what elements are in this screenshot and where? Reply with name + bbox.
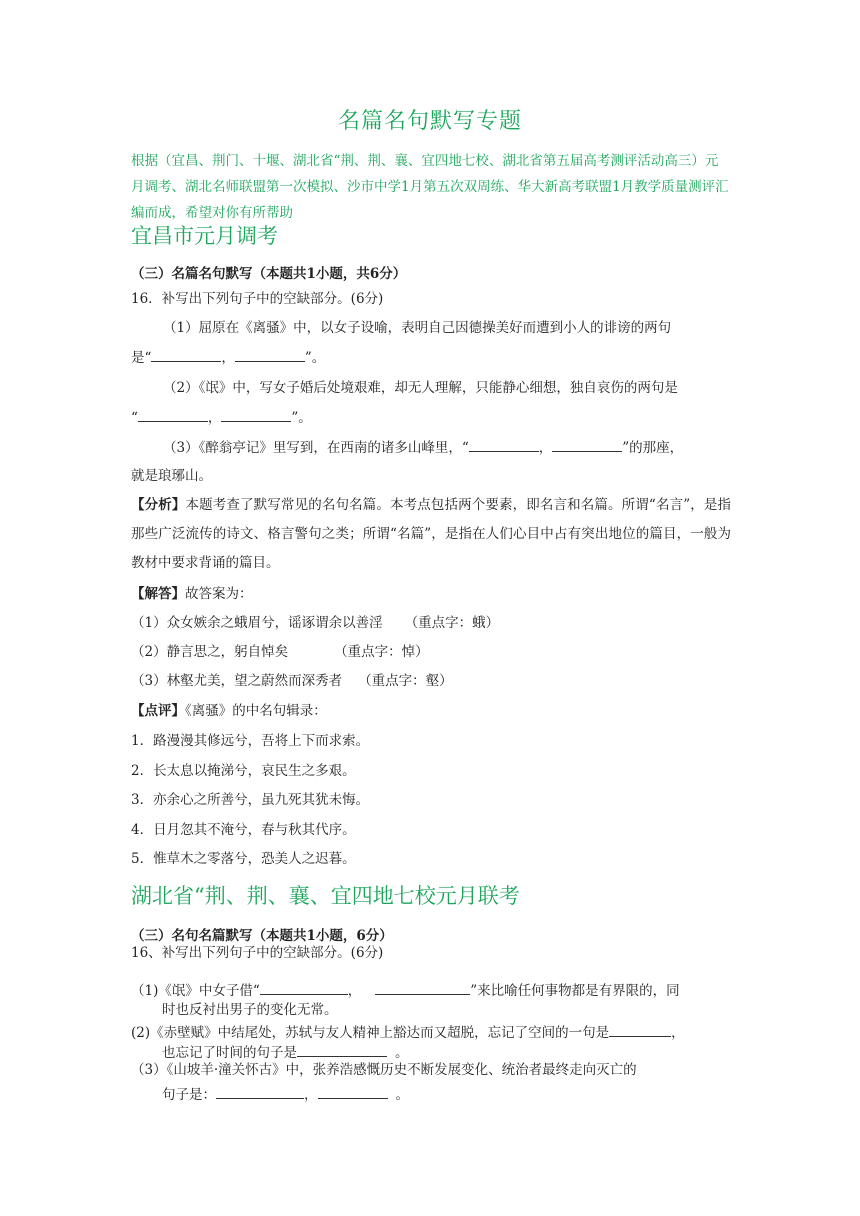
analysis-tag: 【分析】	[131, 497, 186, 513]
section-heading-yichang: 宜昌市元月调考	[131, 224, 278, 248]
question-item-3-cont: 句子是： ， 。	[162, 1084, 409, 1105]
section-subheading: （三）名句名篇默写（本题共1小题，6分）	[131, 928, 393, 944]
answer-blank	[260, 980, 348, 995]
question-item-2-blanks: “ ， ”。	[131, 407, 731, 428]
answer-blank	[235, 347, 305, 362]
question-item-3: （3）《醉翁亭记》里写到，在西南的诸多山峰里，“ ， ”的那座，	[163, 437, 763, 458]
question-text: 16、补写出下列句子中的空缺部分。(6分)	[131, 945, 384, 961]
quote-item: 4．日月忽其不淹兮，春与秋其代序。	[131, 822, 356, 838]
question-text: 16．补写出下列句子中的空缺部分。(6分)	[131, 291, 384, 307]
section-subheading: （三）名篇名句默写（本题共1小题，共6分）	[131, 266, 407, 282]
quote-item: 3．亦余心之所善兮，虽九死其犹未悔。	[131, 792, 370, 808]
question-item-1-blanks: 是“ ， ”。	[131, 347, 731, 368]
section-heading-four-cities: 湖北省“荆、荆、襄、宜四地七校元月联考	[131, 884, 520, 908]
answer-blank	[216, 1084, 304, 1099]
question-item-1: （1)《氓》中女子借“ ， ”来比喻任何事物都是有界限的，同	[131, 980, 731, 1001]
quote-item: 5．惟草木之零落兮，恐美人之迟暮。	[131, 851, 356, 867]
intro-text: 根据（宜昌、荆门、十堰、湖北省“荆、荆、襄、宜四地七校、湖北省第五届高考测评活动高三）元月调考、湖北名师联盟第一次模拟、沙市中学1月第五次双周练、华大新高考联盟1月教学质量测评汇编而成，希望对你有所帮助	[131, 153, 729, 221]
question-item-3: （3）《山坡羊·潼关怀古》中，张养浩感慨历史不断发展变化、统治者最终走向灭亡的	[131, 1062, 637, 1078]
answer-blank	[318, 1084, 388, 1099]
question-item-1-cont: 时也反衬出男子的变化无常。	[162, 1002, 338, 1018]
answer-blank	[609, 1022, 671, 1037]
quote-item: 1．路漫漫其修远兮，吾将上下而求索。	[131, 733, 370, 749]
answer-heading: 【解答】故答案为：	[131, 586, 253, 602]
answer-blank	[138, 407, 208, 422]
page-title: 名篇名句默写专题	[337, 109, 522, 134]
answer-item: （2）静言思之，躬自悼矣 （重点字：悼）	[131, 644, 429, 660]
answer-blank	[221, 407, 291, 422]
answer-blank	[151, 347, 221, 362]
answer-item: （1）众女嫉余之蛾眉兮，谣诼谓余以善淫 （重点字：蛾）	[131, 615, 500, 631]
answer-blank	[469, 437, 539, 452]
question-item-1: （1）屈原在《离骚》中，以女子设喻，表明自己因德操美好而遭到小人的诽谤的两句	[163, 320, 672, 336]
question-item-3-cont: 就是琅琊山。	[131, 468, 212, 484]
question-item-2-cont: 也忘记了时间的句子是 。	[162, 1042, 409, 1063]
analysis-paragraph: 【分析】本题考查了默写常见的名句名篇。本考点包括两个要素，即名言和名篇。所谓“名言”，是指那些广泛流传的诗文、格言警句之类；所谓“名篇”，是指在人们心目中占有突出地位的篇目，一般为教材中要求背诵的篇目。	[131, 497, 732, 571]
quote-item: 2．长太息以掩涕兮，哀民生之多艰。	[131, 763, 356, 779]
answer-item: （3）林壑尤美，望之蔚然而深秀者 （重点字：壑）	[131, 673, 453, 689]
answer-blank	[552, 437, 622, 452]
comment-heading: 【点评】《离骚》的中名句辑录：	[131, 703, 327, 719]
question-item-2: (2)《赤壁赋》中结尾处，苏轼与友人精神上豁达而又超脱，忘记了空间的一句是 ，	[131, 1022, 731, 1043]
answer-blank	[375, 980, 470, 995]
question-item-2: （2）《氓》中，写女子婚后处境艰难，却无人理解，只能静心细想，独自哀伤的两句是	[163, 380, 678, 396]
answer-blank	[297, 1042, 387, 1057]
